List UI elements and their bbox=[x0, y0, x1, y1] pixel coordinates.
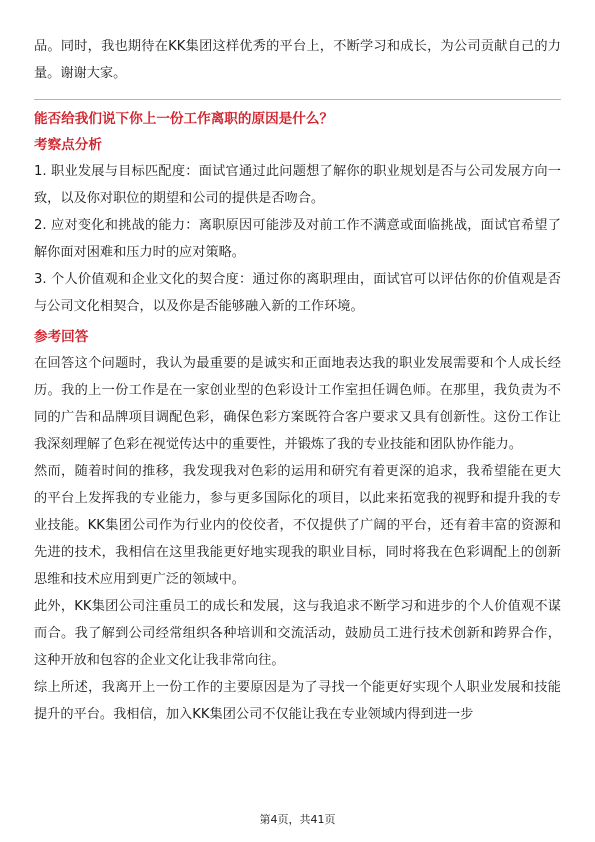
page-number-footer: 第4页，共41页 bbox=[259, 813, 336, 826]
answer-paragraph-3: 此外，KK集团公司注重员工的成长和发展，这与我追求不断学习和进步的个人价值观不谋而合。我了解到公司经常组织各种培训和交流活动，鼓励员工进行技术创新和跨界合作，这种开放和包容的企业文化让我非常向往。 bbox=[34, 599, 561, 668]
answer-heading: 参考回答 bbox=[34, 329, 89, 345]
page-content bbox=[34, 0, 561, 728]
section-divider bbox=[34, 99, 561, 100]
answer-paragraph-1: 在回答这个问题时，我认为最重要的是诚实和正面地表达我的职业发展需要和个人成长经历。我的上一份工作是在一家创业型的色彩设计工作室担任调色师。在那里，我负责为不同的广告和品牌项目调配色彩，确保色彩方案既符合客户要求又具有创新性。这份工作让我深刻理解了色彩在视觉传达中的重要性，并锻炼了我的专业技能和团队协作能力。 bbox=[34, 356, 561, 452]
analysis-point-2: 2. 应对变化和挑战的能力：离职原因可能涉及对前工作不满意或面临挑战，面试官希望了解你面对困难和压力时的应对策略。 bbox=[34, 218, 561, 260]
analysis-point-3: 3. 个人价值观和企业文化的契合度：通过你的离职理由，面试官可以评估你的价值观是否与公司文化相契合，以及你是否能够融入新的工作环境。 bbox=[34, 272, 561, 314]
answer-paragraph-4: 综上所述，我离开上一份工作的主要原因是为了寻找一个能更好实现个人职业发展和技能提升的平台。我相信，加入KK集团公司不仅能让我在专业领域内得到进一步 bbox=[34, 680, 561, 722]
answer-paragraph-2: 然而，随着时间的推移，我发现我对色彩的运用和研究有着更深的追求，我希望能在更大的平台上发挥我的专业能力，参与更多国际化的项目，以此来拓宽我的视野和提升我的专业技能。KK集团公司作为行业内的佼佼者，不仅提供了广阔的平台，还有着丰富的资源和先进的技术，我相信在这里我能更好地实现我的职业目标，同时将我在色彩调配上的创新思维和技术应用到更广泛的领域中。 bbox=[34, 464, 561, 587]
analysis-heading: 考察点分析 bbox=[34, 137, 102, 153]
analysis-point-1: 1. 职业发展与目标匹配度：面试官通过此问题想了解你的职业规划是否与公司发展方向一致，以及你对职位的期望和公司的提供是否吻合。 bbox=[34, 164, 561, 206]
intro-paragraph: 品。同时，我也期待在KK集团这样优秀的平台上，不断学习和成长，为公司贡献自己的力量。谢谢大家。 bbox=[34, 39, 561, 81]
question-title: 能否给我们说下你上一份工作离职的原因是什么？ bbox=[34, 111, 334, 127]
